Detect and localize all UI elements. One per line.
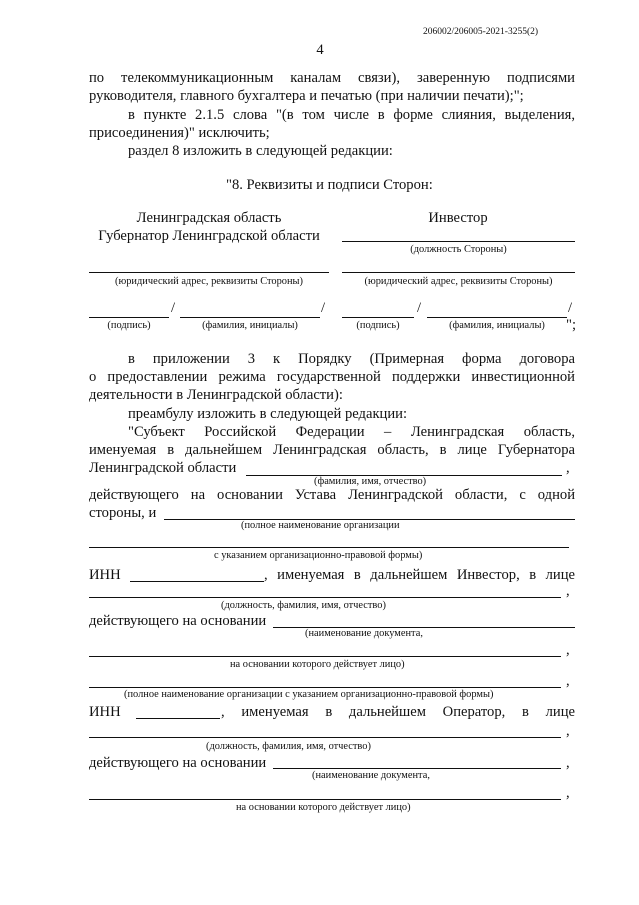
comma-1: , [566, 460, 570, 476]
right-address-caption: (юридический адрес, реквизиты Стороны) [364, 276, 553, 287]
left-party-name: Ленинградская область [136, 210, 282, 226]
org-form-line [89, 547, 569, 548]
comma-2: , [566, 583, 570, 599]
appendix-line-2: о предоставлении режима государственной поддержки инвестиционной [89, 369, 575, 385]
position-caption: (должность Стороны) [410, 244, 507, 255]
preamble-line-5: стороны, и [89, 505, 157, 521]
left-name-caption: (фамилия, инициалы) [202, 320, 298, 331]
operator-doc-basis-line [89, 799, 561, 800]
comma-3: , [566, 642, 570, 658]
operator-acting-basis: действующего на основании [89, 755, 267, 771]
intro-line-2: руководителя, главного бухгалтера и печатью (при наличии печати);"; [89, 88, 524, 104]
right-name-caption: (фамилия, инициалы) [449, 320, 545, 331]
left-slash-2: / [321, 300, 326, 316]
comma-6: , [566, 755, 570, 771]
right-signature-line [342, 317, 414, 318]
intro-line-1: по телекоммуникационным каналам связи), заверенную подписями [89, 70, 575, 86]
operator-position-line [89, 737, 561, 738]
operator-doc-basis-caption: на основании которого действует лицо) [236, 802, 411, 813]
operator-position-caption: (должность, фамилия, имя, отчество) [206, 741, 371, 752]
right-slash-2: / [568, 300, 573, 316]
left-name-line [180, 317, 320, 318]
inn-label-investor: ИНН [89, 567, 121, 583]
comma-5: , [566, 723, 570, 739]
position-line [342, 241, 575, 242]
inn-label-operator: ИНН [89, 704, 121, 720]
preamble-line-4: действующего на основании Устава Ленинградской области, с одной [89, 487, 575, 503]
page-number: 4 [316, 42, 324, 58]
right-party-name: Инвестор [428, 210, 488, 226]
right-signature-caption: (подпись) [356, 320, 400, 331]
preamble-line-1: "Субъект Российской Федерации – Ленинградская область, [128, 424, 575, 440]
intro-line-3: в пункте 2.1.5 слова "(в том числе в форме слияния, выделения, [128, 107, 575, 123]
operator-org-caption: (полное наименование организации с указанием организационно-правовой формы) [124, 689, 494, 700]
intro-line-4: присоединения)" исключить; [89, 125, 270, 141]
investor-position-line [89, 597, 561, 598]
appendix-line-4: преамбулу изложить в следующей редакции: [128, 406, 408, 422]
inn-operator-line [136, 718, 220, 719]
operator-doc-caption: (наименование документа, [312, 770, 430, 781]
left-address-line [89, 272, 329, 273]
left-signature-line [89, 317, 169, 318]
left-party-title: Губернатор Ленинградской области [98, 228, 320, 244]
document-code: 206002/206005-2021-3255(2) [423, 27, 539, 37]
org-form-caption: с указанием организационно-правовой формы) [214, 550, 423, 561]
comma-7: , [566, 785, 570, 801]
investor-text: , именуемая в дальнейшем Инвестор, в лице [264, 567, 575, 583]
section-8-title: "8. Реквизиты и подписи Сторон: [226, 177, 433, 193]
right-slash-1: / [417, 300, 422, 316]
org-name-caption: (полное наименование организации [241, 520, 400, 531]
investor-doc-basis-line [89, 656, 561, 657]
appendix-line-3: деятельности в Ленинградской области): [89, 387, 343, 403]
section-8-closing-quote: "; [566, 317, 577, 333]
inn-investor-line [130, 581, 264, 582]
right-address-line [342, 272, 575, 273]
appendix-line-1: в приложении 3 к Порядку (Примерная форма договора [128, 351, 575, 367]
governor-fio-caption: (фамилия, имя, отчество) [314, 476, 427, 487]
operator-doc-line [273, 768, 561, 769]
comma-4: , [566, 673, 570, 689]
left-slash-1: / [171, 300, 176, 316]
left-address-caption: (юридический адрес, реквизиты Стороны) [115, 276, 303, 287]
left-signature-caption: (подпись) [107, 320, 151, 331]
right-name-line [427, 317, 567, 318]
preamble-line-3: Ленинградской области [89, 460, 237, 476]
investor-acting-basis: действующего на основании [89, 613, 267, 629]
investor-position-caption: (должность, фамилия, имя, отчество) [221, 600, 386, 611]
preamble-line-2: именуемая в дальнейшем Ленинградская область, в лице Губернатора [89, 442, 575, 458]
investor-doc-basis-caption: на основании которого действует лицо) [230, 659, 405, 670]
operator-text: , именуемая в дальнейшем Оператор, в лице [221, 704, 575, 720]
investor-doc-caption: (наименование документа, [305, 628, 423, 639]
intro-line-5: раздел 8 изложить в следующей редакции: [128, 143, 393, 159]
operator-org-line [89, 687, 561, 688]
